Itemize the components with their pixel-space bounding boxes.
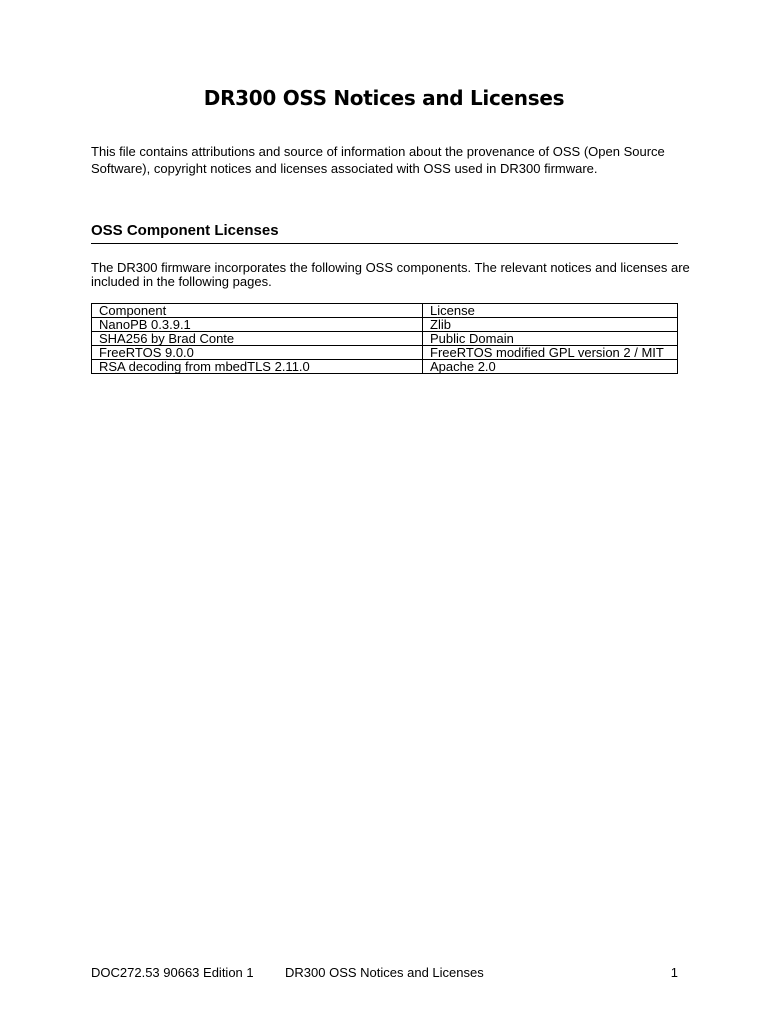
component-column-header: Component <box>92 304 423 318</box>
component-cell: SHA256 by Brad Conte <box>92 332 423 346</box>
component-cell: FreeRTOS 9.0.0 <box>92 346 423 360</box>
license-cell: Apache 2.0 <box>423 360 678 374</box>
table-row <box>92 360 678 374</box>
footer-page-number: 1 <box>670 965 678 980</box>
intro-paragraph: This file contains attributions and source of information about the provenance of OSS (Open Source Software), copyright notices and licenses associated with OSS used in DR300 firmware. <box>91 144 665 176</box>
license-column-header: License <box>423 304 678 318</box>
section-heading: OSS Component Licenses <box>91 222 678 244</box>
document-title: DR300 OSS Notices and Licenses <box>203 86 565 110</box>
table-row <box>92 332 678 346</box>
license-cell: FreeRTOS modified GPL version 2 / MIT <box>423 346 678 360</box>
footer-doc-number: DOC272.53 90663 Edition 1 <box>91 965 254 980</box>
component-cell: NanoPB 0.3.9.1 <box>92 318 423 332</box>
footer-doc-title: DR300 OSS Notices and Licenses <box>285 965 484 980</box>
oss-components-table <box>91 303 678 374</box>
table-row <box>92 346 678 360</box>
component-cell: RSA decoding from mbedTLS 2.11.0 <box>92 360 423 374</box>
license-cell: Zlib <box>423 318 678 332</box>
license-cell: Public Domain <box>423 332 678 346</box>
table-row <box>92 318 678 332</box>
table-header-row <box>92 304 678 318</box>
section-intro-paragraph: The DR300 firmware incorporates the following OSS components. The relevant notices and licenses are included in the following pages. <box>91 260 690 289</box>
